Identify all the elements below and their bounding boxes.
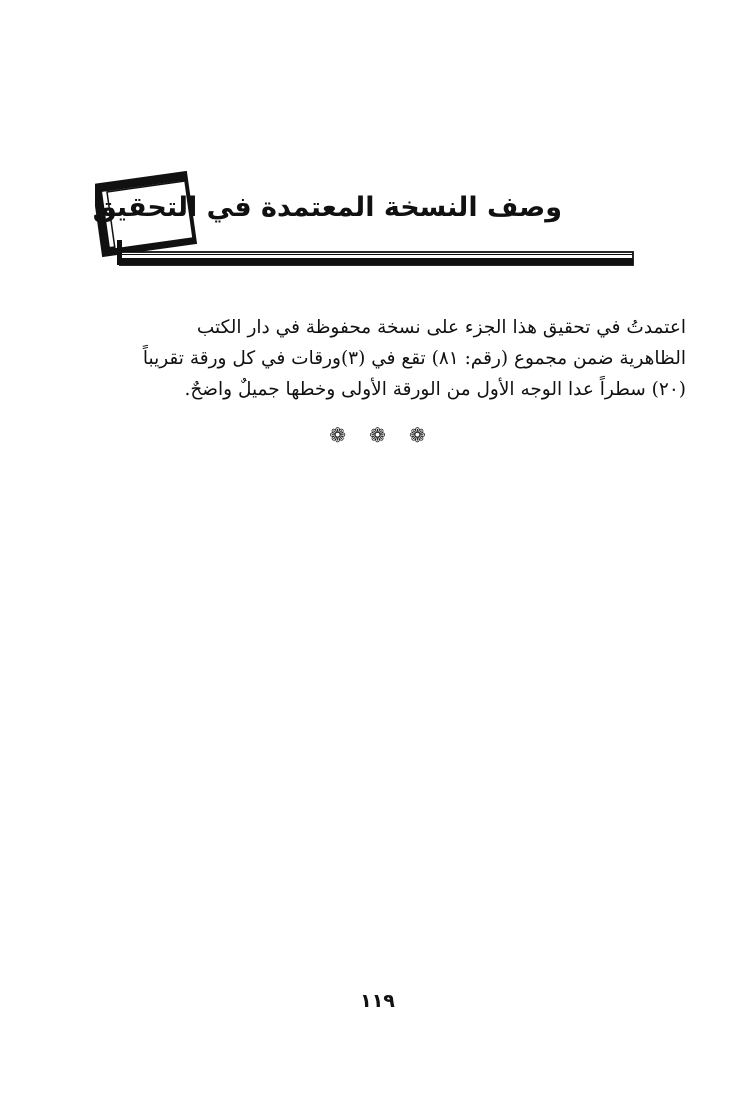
banner-connector xyxy=(117,240,122,265)
body-line: اعتمدتُ في تحقيق هذا الجزء على نسخة محفوظة في دار الكتب xyxy=(196,317,686,338)
flower-ornament-icon: ❁ xyxy=(369,423,386,447)
section-title-banner xyxy=(92,170,640,270)
section-title: وصف النسخة المعتمدة في التحقيق xyxy=(92,192,562,223)
body-line: (٢٠) سطراً عدا الوجه الأول من الورقة الأولى وخطها جميلٌ واضحٌ. xyxy=(184,379,686,400)
page-number: ١١٩ xyxy=(360,990,395,1012)
flower-ornament-icon: ❁ xyxy=(329,423,347,447)
flower-ornament-icon: ❁ xyxy=(408,423,426,447)
section-divider-ornament xyxy=(0,425,755,446)
banner-underline-fill xyxy=(120,258,633,265)
body-paragraph xyxy=(70,312,686,405)
body-line: الظاهرية ضمن مجموع (رقم: ٨١) تقع في (٣)ورقات في كل ورقة تقريباً xyxy=(142,348,686,369)
